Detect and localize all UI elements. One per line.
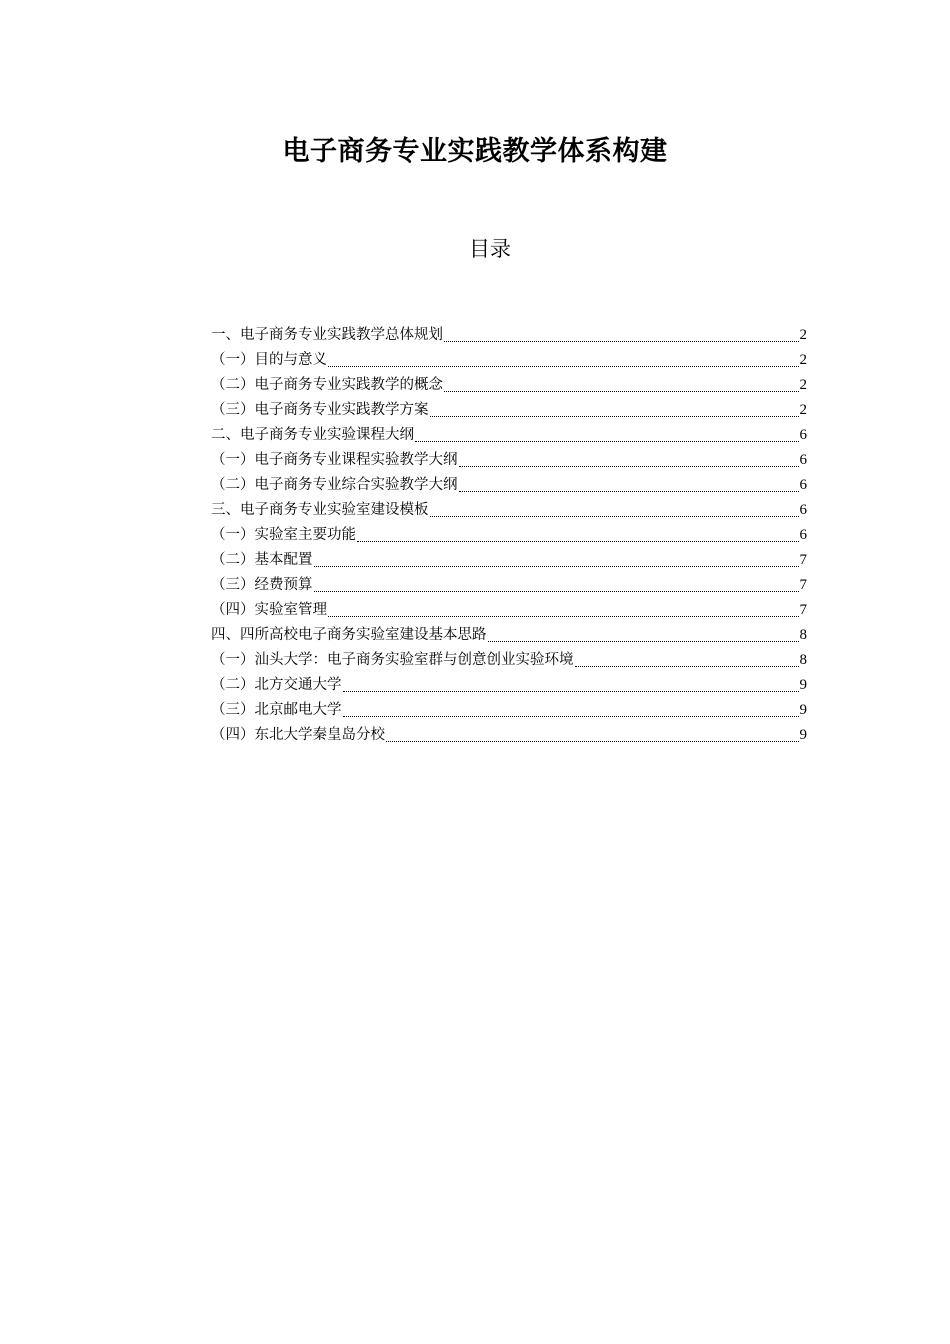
toc-dot-leader (574, 648, 800, 673)
table-of-contents (211, 323, 807, 748)
toc-entry[interactable] (211, 323, 807, 348)
toc-entry-label: （一）电子商务专业课程实验教学大纲 (211, 452, 458, 468)
toc-entry-page: 6 (799, 477, 807, 493)
toc-entry-label: 四、四所高校电子商务实验室建设基本思路 (211, 627, 487, 643)
toc-entry-label: （四）实验室管理 (211, 602, 327, 618)
toc-entry-page: 9 (799, 727, 807, 743)
toc-entry-page: 8 (799, 627, 807, 643)
toc-dot-leader (443, 373, 800, 398)
toc-dot-leader (414, 423, 800, 448)
toc-entry-label: （一）实验室主要功能 (211, 527, 356, 543)
toc-entry[interactable] (211, 448, 807, 473)
toc-entry-label: （三）电子商务专业实践教学方案 (211, 402, 429, 418)
toc-entry-label: （三）经费预算 (211, 577, 313, 593)
toc-entry-page: 6 (799, 427, 807, 443)
toc-entry-label: （二）电子商务专业实践教学的概念 (211, 377, 443, 393)
toc-entry-page: 7 (799, 602, 807, 618)
toc-entry-page: 6 (799, 452, 807, 468)
toc-dot-leader (429, 498, 800, 523)
toc-entry-label: 三、电子商务专业实验室建设模板 (211, 502, 429, 518)
toc-entry[interactable] (211, 723, 807, 748)
toc-entry-page: 6 (799, 502, 807, 518)
toc-dot-leader (458, 448, 800, 473)
toc-entry[interactable] (211, 423, 807, 448)
toc-heading: 目录 (469, 237, 511, 261)
toc-dot-leader (429, 398, 800, 423)
toc-entry-page: 9 (799, 702, 807, 718)
toc-dot-leader (327, 348, 800, 373)
toc-dot-leader (487, 623, 800, 648)
toc-dot-leader (385, 723, 800, 748)
document-title: 电子商务专业实践教学体系构建 (282, 136, 668, 167)
toc-dot-leader (458, 473, 800, 498)
toc-entry[interactable] (211, 698, 807, 723)
toc-entry-label: （二）电子商务专业综合实验教学大纲 (211, 477, 458, 493)
toc-entry[interactable] (211, 498, 807, 523)
toc-entry-page: 7 (799, 577, 807, 593)
toc-entry[interactable] (211, 523, 807, 548)
toc-entry[interactable] (211, 548, 807, 573)
toc-entry-label: （二）基本配置 (211, 552, 313, 568)
toc-entry-label: （一）汕头大学：电子商务实验室群与创意创业实验环境 (211, 652, 574, 668)
toc-dot-leader (356, 523, 800, 548)
toc-entry[interactable] (211, 398, 807, 423)
toc-entry-page: 2 (799, 402, 807, 418)
toc-entry[interactable] (211, 473, 807, 498)
toc-dot-leader (342, 673, 800, 698)
toc-entry[interactable] (211, 598, 807, 623)
toc-entry-label: 二、电子商务专业实验课程大纲 (211, 427, 414, 443)
toc-entry[interactable] (211, 648, 807, 673)
toc-entry-page: 2 (799, 352, 807, 368)
toc-entry-page: 9 (799, 677, 807, 693)
toc-entry[interactable] (211, 623, 807, 648)
toc-entry[interactable] (211, 573, 807, 598)
toc-dot-leader (327, 598, 800, 623)
toc-entry[interactable] (211, 673, 807, 698)
toc-entry-page: 8 (799, 652, 807, 668)
toc-entry-label: （二）北方交通大学 (211, 677, 342, 693)
toc-entry-page: 6 (799, 527, 807, 543)
toc-dot-leader (313, 573, 800, 598)
toc-entry-page: 7 (799, 552, 807, 568)
toc-entry-page: 2 (799, 327, 807, 343)
toc-entry[interactable] (211, 373, 807, 398)
toc-entry-label: （四）东北大学秦皇岛分校 (211, 727, 385, 743)
toc-entry[interactable] (211, 348, 807, 373)
toc-entry-label: 一、电子商务专业实践教学总体规划 (211, 327, 443, 343)
toc-entry-page: 2 (799, 377, 807, 393)
toc-dot-leader (342, 698, 800, 723)
toc-dot-leader (313, 548, 800, 573)
toc-entry-label: （三）北京邮电大学 (211, 702, 342, 718)
toc-dot-leader (443, 323, 800, 348)
toc-entry-label: （一）目的与意义 (211, 352, 327, 368)
